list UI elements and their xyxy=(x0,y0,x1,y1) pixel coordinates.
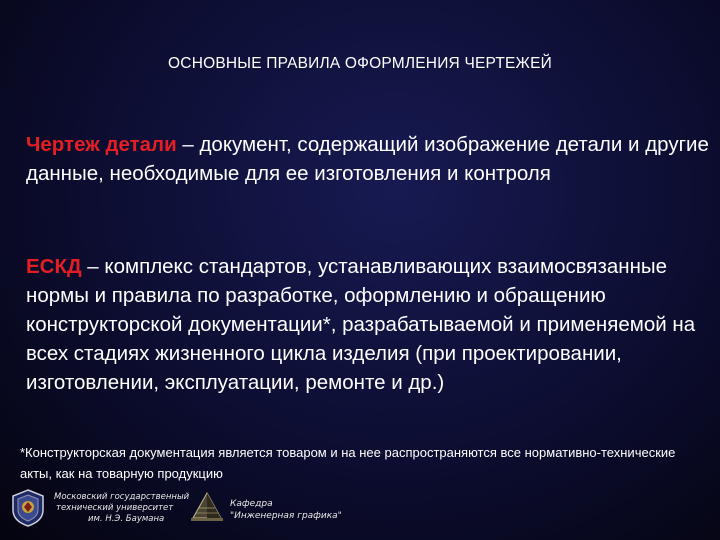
definition-text: – документ, содержащий изображение детали и другие данные, необходимые для ее изготовления и контроля xyxy=(26,133,709,185)
slide-title: ОСНОВНЫЕ ПРАВИЛА ОФОРМЛЕНИЯ ЧЕРТЕЖЕЙ xyxy=(168,55,552,72)
footnote: *Конструкторская документация является товаром и на нее распространяются все нормативно-технические акты, как на товарную продукцию xyxy=(20,445,676,481)
definition-term: Чертеж детали xyxy=(26,133,177,156)
definition-drawing xyxy=(26,130,716,188)
university-name: Московский государственный технический университет им. Н.Э. Баумана xyxy=(54,491,190,524)
definition-term: ЕСКД xyxy=(26,255,82,278)
bmstu-emblem-icon xyxy=(10,488,46,528)
department-logo xyxy=(190,490,342,529)
definition-eskd xyxy=(26,252,716,397)
pyramid-emblem-icon xyxy=(190,490,224,529)
university-logo xyxy=(10,488,189,528)
definition-text: – комплекс стандартов, устанавливающих взаимосвязанные нормы и правила по разработке, оформлению и обращению конструкторской документации*, разрабатываемой и применяемой на всех стадиях жизненного цикла изделия (при проектировании, изготовлении, эксплуатации, ремонте и др.) xyxy=(26,255,696,394)
department-name: Кафедра "Инженерная графика" xyxy=(230,498,342,521)
